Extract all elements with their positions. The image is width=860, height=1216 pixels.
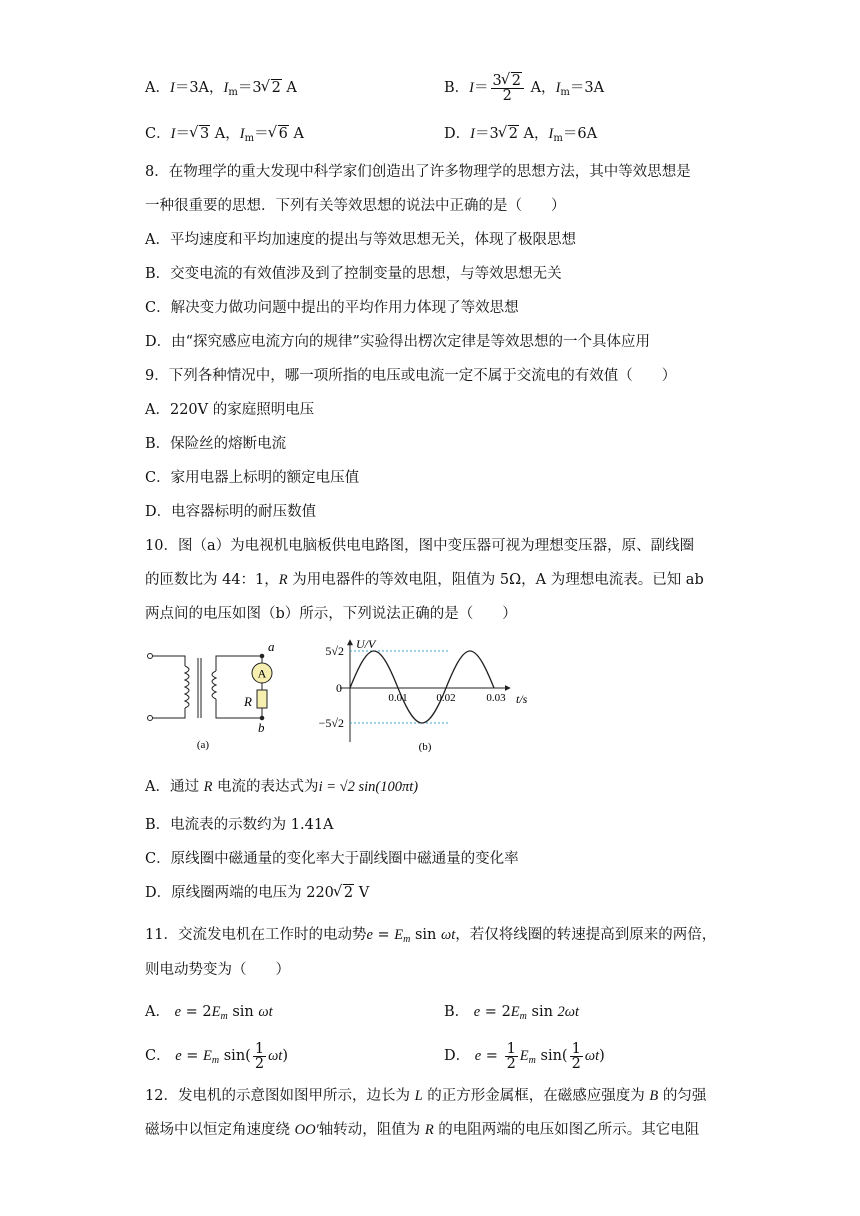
q11-option-c: C． $e = E_m$ sin( $\frac{1}{2}$ ωt) — [145, 1040, 289, 1072]
numerator: 1 — [254, 1040, 265, 1057]
q10-option-c: C．原线圈中磁通量的变化率大于副线圈中磁通量的变化率 — [145, 851, 519, 867]
subscript-m: m — [244, 133, 255, 144]
subscript-m: m — [560, 87, 570, 98]
q8-option-d: D．由“探究感应电流方向的规律”实验得出楞次定律是等效思想的一个具体应用 — [145, 334, 650, 350]
axis-oo: OO′ — [294, 1122, 319, 1138]
omega-t: ωt — [584, 1048, 600, 1064]
q10-stem-line2 — [145, 570, 704, 590]
fraction-half — [505, 1042, 518, 1071]
sqrt — [335, 883, 354, 903]
fraction-half — [570, 1042, 583, 1071]
symbol-e-cap: E — [510, 1004, 520, 1020]
resistor — [257, 690, 267, 708]
text: A， — [518, 126, 549, 142]
numerator: 3 — [492, 72, 502, 89]
q12-stem-line1 — [145, 1086, 706, 1106]
caption-b: (b) — [418, 741, 432, 753]
radicand: 2 — [508, 126, 518, 142]
denominator: 2 — [506, 1055, 516, 1072]
option-label: D． — [444, 126, 471, 142]
text: 轴转动，阻值为 — [318, 1122, 425, 1138]
symbol-i: I — [170, 126, 176, 142]
text: A， — [525, 80, 556, 96]
text: ＝ — [175, 126, 190, 142]
caption-a: (a) — [196, 739, 210, 751]
point-a-label: a — [268, 639, 275, 654]
text: A．通过 — [145, 779, 204, 795]
text: ＝3 — [237, 80, 262, 96]
current-formula: i = √2 sin(100πt) — [318, 779, 419, 795]
q12-stem-line2 — [145, 1120, 699, 1140]
symbol-e-cap: E — [203, 1048, 212, 1064]
x-axis-label: t/s — [516, 692, 528, 706]
symbol-e: e — [366, 927, 373, 943]
symbol-b: B — [649, 1088, 659, 1104]
wire — [153, 656, 186, 666]
text: 11．交流发电机在工作时的电动势 — [145, 927, 367, 943]
subscript-m: m — [211, 1055, 220, 1066]
option-label: D． — [444, 1048, 471, 1064]
y-min-label: −5√2 — [318, 716, 344, 730]
text: A， — [210, 126, 240, 142]
x-tick-label: 0.01 — [388, 692, 408, 704]
terminal-top — [148, 654, 153, 659]
symbol-e-cap: E — [211, 1004, 221, 1020]
sqrt — [263, 78, 282, 98]
denominator: 2 — [502, 87, 512, 104]
q9-option-b: B．保险丝的熔断电流 — [145, 436, 287, 452]
text: 的匝数比为 44：1， — [145, 572, 279, 588]
q9-option-c: C．家用电器上标明的额定电压值 — [145, 470, 360, 486]
ammeter-label: A — [257, 666, 267, 681]
sqrt — [500, 124, 519, 144]
q10-option-b: B．电流表的示数约为 1.41A — [145, 817, 334, 833]
symbol-e: e — [175, 1048, 182, 1064]
text: A — [281, 80, 297, 96]
symbol-e: e — [174, 1004, 182, 1020]
numerator: 1 — [506, 1040, 516, 1057]
option-label: A． — [145, 1004, 170, 1020]
circuit-diagram — [140, 636, 290, 756]
q11-option-d: D． e = $\frac{1}{2}$ $E_m$ sin( $\frac{1}{2}$ ωt) — [444, 1040, 605, 1072]
symbol-r: R — [424, 1122, 434, 1138]
fraction-half — [253, 1042, 266, 1071]
text: D．原线圈两端的电压为 220 — [145, 885, 334, 901]
text: ＝3A， — [174, 80, 224, 96]
symbol-i: I — [223, 80, 229, 96]
sin: sin — [232, 1004, 254, 1020]
x-tick-label: 0.02 — [436, 692, 456, 704]
symbol-i: I — [470, 126, 475, 142]
omega-t: ωt — [441, 927, 456, 943]
radicand: 2 — [511, 72, 521, 89]
q11-option-b: B． $e = 2E_m$ sin 2ωt — [444, 1004, 580, 1022]
q8-stem-line1: 8．在物理学的重大发现中科学家们创造出了许多物理学的思想方法，其中等效思想是 — [145, 164, 691, 180]
origin-label: 0 — [336, 681, 342, 695]
q8-option-c: C．解决变力做功问题中提出的平均作用力体现了等效思想 — [145, 300, 519, 316]
point-b-label: b — [258, 720, 265, 735]
sine-curve — [350, 651, 494, 723]
text: 的正方形金属框，在磁感应强度为 — [422, 1088, 650, 1104]
text: 为用电器件的等效电阻，阻值为 5Ω，A 为理想电流表。已知 ab — [287, 572, 704, 588]
symbol-r: R — [278, 572, 288, 588]
sqrt — [503, 74, 522, 88]
x-tick-label: 0.03 — [486, 692, 506, 704]
option-label: B． — [444, 80, 470, 96]
radicand: 6 — [278, 126, 288, 142]
node-a — [260, 654, 264, 658]
symbol-e-cap: E — [519, 1048, 529, 1064]
voltage-graph — [300, 630, 540, 758]
sin: sin — [223, 1048, 246, 1064]
sin: sin — [540, 1048, 562, 1064]
q9-option-a: A．220V 的家庭照明电压 — [145, 402, 315, 418]
subscript-m: m — [553, 133, 563, 144]
q10-stem-line1: 10．图（a）为电视机电脑板供电电路图，图中变压器可视为理想变压器，原、副线圈 — [145, 538, 695, 554]
text: ＝ — [254, 126, 269, 142]
terminal-bottom — [148, 716, 153, 721]
q11-option-a: A． $e = 2E_m$ sin ωt — [145, 1004, 273, 1022]
q11-stem-line2: 则电动势变为（ ） — [145, 962, 290, 978]
y-axis-label: U/V — [356, 637, 376, 651]
sqrt — [270, 124, 289, 144]
symbol-l: L — [414, 1088, 423, 1104]
q8-option-b: B．交变电流的有效值涉及到了控制变量的思想，与等效思想无关 — [145, 266, 562, 282]
resistor-label: R — [244, 694, 252, 709]
two-omega-t: 2ωt — [557, 1004, 580, 1020]
fraction — [491, 74, 524, 103]
q10-option-a — [145, 777, 418, 797]
symbol-i: I — [469, 80, 474, 96]
q8-stem-line2: 一种很重要的思想．下列有关等效思想的说法中正确的是（ ） — [145, 198, 566, 214]
q9-stem: 9．下列各种情况中，哪一项所指的电压或电流一定不属于交流电的有效值（ ） — [145, 368, 677, 384]
q10-stem-line3: 两点间的电压如图（b）所示，下列说法正确的是（ ） — [145, 606, 517, 622]
y-max-label: 5√2 — [325, 644, 344, 658]
wire — [216, 699, 262, 718]
primary-coil — [185, 666, 189, 708]
subscript-m: m — [528, 1055, 536, 1066]
sin: sin — [414, 927, 437, 943]
text: V — [354, 885, 370, 901]
symbol-e: e — [473, 1004, 481, 1020]
subscript-m: m — [220, 1011, 228, 1022]
denominator: 2 — [571, 1055, 581, 1072]
text: ＝3 — [474, 126, 499, 142]
text: 的电阻两端的电压如图乙所示。其它电阻 — [433, 1122, 700, 1138]
subscript-m: m — [519, 1011, 527, 1022]
q8-option-a: A．平均速度和平均加速度的提出与等效思想无关，体现了极限思想 — [145, 232, 576, 248]
omega-t: ωt — [268, 1048, 283, 1064]
symbol-e-cap: E — [394, 927, 404, 943]
symbol-r: R — [203, 779, 213, 795]
subscript-m: m — [228, 87, 238, 98]
q11-stem-line1: 11．交流发电机在工作时的电动势$e = E_m$ sin ωt，若仅将线圈的转速提高到原来的两倍， — [145, 927, 717, 945]
q7-option-a — [145, 78, 297, 103]
text: ＝6A — [562, 126, 598, 142]
text: 12．发电机的示意图如图甲所示，边长为 — [145, 1088, 415, 1104]
option-label: A． — [145, 80, 170, 96]
sin: sin — [531, 1004, 553, 1020]
subscript-m: m — [403, 934, 411, 945]
numerator: 1 — [571, 1040, 581, 1057]
q7-option-d — [444, 124, 597, 149]
option-label: C． — [145, 1048, 171, 1064]
text: 的匀强 — [658, 1088, 707, 1104]
q7-option-c — [145, 124, 304, 149]
symbol-i: I — [548, 126, 554, 142]
option-label: B． — [444, 1004, 470, 1020]
q10-option-d — [145, 883, 369, 903]
wire — [153, 708, 186, 718]
sqrt — [191, 124, 210, 144]
secondary-coil — [212, 671, 216, 699]
radicand: 2 — [271, 80, 281, 96]
omega-t: ωt — [258, 1004, 273, 1020]
text: ，若仅将线圈的转速提高到原来的两倍， — [455, 927, 717, 943]
denominator: 2 — [254, 1055, 265, 1072]
radicand: 2 — [343, 885, 354, 901]
symbol-i: I — [169, 80, 175, 96]
text: 磁场中以恒定角速度绕 — [145, 1122, 295, 1138]
option-label: C． — [145, 126, 171, 142]
text: ＝3A — [569, 80, 605, 96]
symbol-i: I — [239, 126, 245, 142]
text: 电流的表达式为 — [212, 779, 319, 795]
symbol-e: e — [474, 1048, 482, 1064]
q9-option-d: D．电容器标明的耐压数值 — [145, 504, 317, 520]
q7-option-b: B．I＝ $\frac{3√ 2}{2}$ A，$I_m=3A$ — [444, 68, 604, 113]
text: A — [288, 126, 304, 142]
radicand: 3 — [199, 126, 210, 142]
symbol-i: I — [555, 80, 561, 96]
